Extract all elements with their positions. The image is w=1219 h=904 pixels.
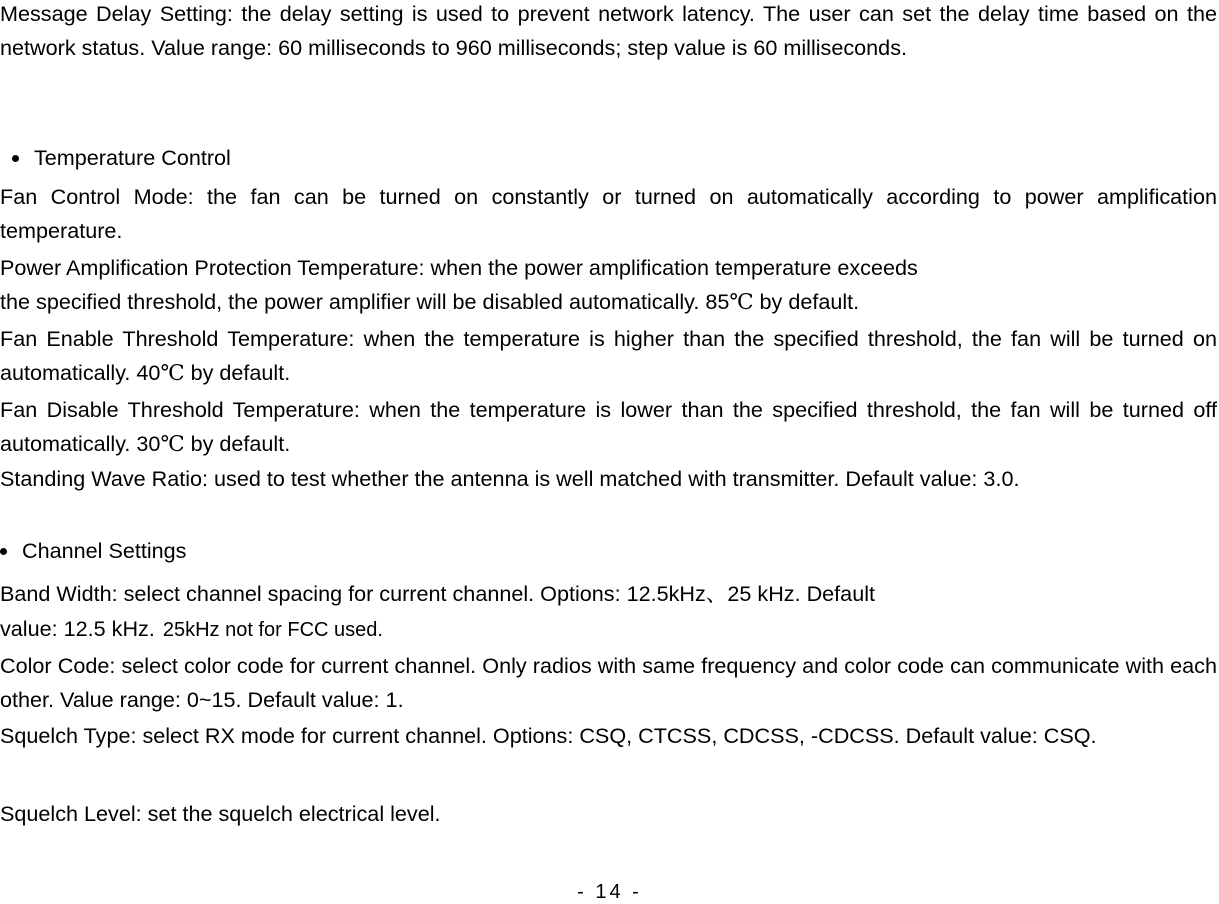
pa-protection-line1: Power Amplification Protection Temperature: when the power amplification temperature exceeds — [0, 255, 918, 280]
fan-enable-suffix: by default. — [184, 360, 291, 385]
message-delay-paragraph: Message Delay Setting: the delay setting is used to prevent network latency. The user can set the delay time based on the network status. Value range: 60 milliseconds to 960 milliseconds; step value is 60 milliseconds. — [0, 1, 1217, 60]
band-width-default: value: 12.5 kHz. — [0, 616, 155, 641]
fan-disable-paragraph — [0, 393, 1217, 462]
channel-settings-heading — [0, 536, 186, 566]
temperature-control-heading — [12, 143, 231, 173]
bullet-icon — [12, 155, 19, 162]
fan-enable-paragraph — [0, 322, 1217, 391]
pa-protection-suffix: by default. — [753, 289, 860, 314]
channel-settings-label: Channel Settings — [22, 538, 187, 563]
fan-disable-text: Fan Disable Threshold Temperature: when the temperature is lower than the specified threshold, the fan will be turned off automatically. 30 — [0, 397, 1217, 456]
degree-symbol: ℃ — [160, 361, 185, 386]
fan-enable-text: Fan Enable Threshold Temperature: when the temperature is higher than the specified threshold, the fan will be turned on automatically. 40 — [0, 326, 1217, 385]
temperature-control-label: Temperature Control — [34, 145, 231, 170]
degree-symbol: ℃ — [729, 290, 754, 315]
standing-wave-paragraph: Standing Wave Ratio: used to test whether the antenna is well matched with transmitter. Default value: 3.0. — [0, 466, 1020, 491]
band-width-line2 — [0, 612, 1217, 647]
page-number: - 14 - — [577, 881, 642, 903]
pa-protection-line2 — [0, 285, 1217, 320]
fan-disable-suffix: by default. — [184, 431, 291, 456]
color-code-paragraph: Color Code: select color code for current channel. Only radios with same frequency and color code can communicate with each other. Value range: 0~15. Default value: 1. — [0, 653, 1217, 712]
squelch-level-paragraph: Squelch Level: set the squelch electrical level. — [0, 801, 441, 826]
band-width-line1: Band Width: select channel spacing for current channel. Options: 12.5kHz、25 kHz. Default — [0, 581, 876, 606]
pa-protection-text: the specified threshold, the power amplifier will be disabled automatically. 85 — [0, 289, 730, 314]
squelch-type-paragraph: Squelch Type: select RX mode for current channel. Options: CSQ, CTCSS, CDCSS, -CDCSS. Default value: CSQ. — [0, 723, 1097, 748]
fan-control-mode-paragraph: Fan Control Mode: the fan can be turned on constantly or turned on automatically according to power amplification temperature. — [0, 184, 1217, 243]
bullet-icon — [0, 548, 7, 555]
degree-symbol: ℃ — [160, 432, 185, 457]
band-width-fcc-note: 25kHz not for FCC used. — [162, 619, 383, 641]
